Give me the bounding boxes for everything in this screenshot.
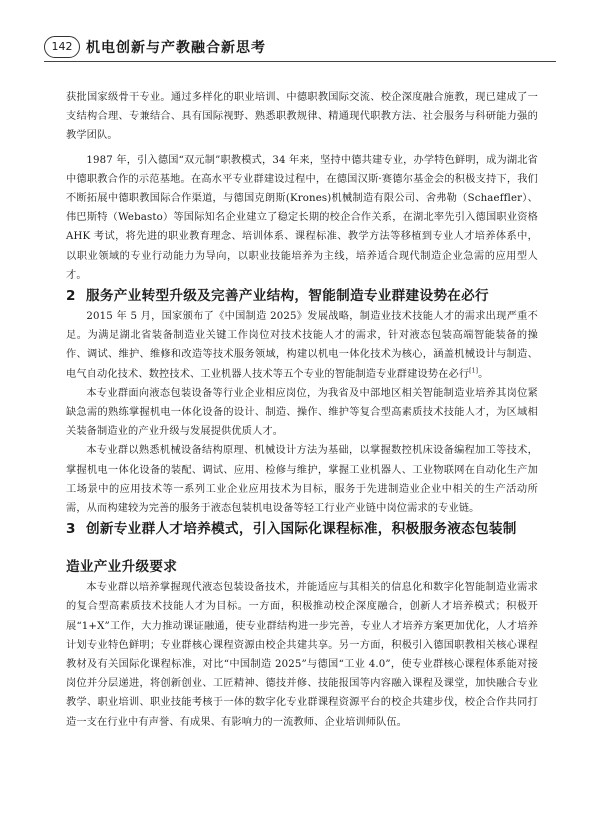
paragraph-target-positions: 本专业群面向液态包装设备等行业企业相应岗位，为我省及中部地区相关智能制造业培养其岗位紧缺急需的熟练掌握机电一体化设备的设计、制造、操作、维护等复合型高素质技术技能人才，为区域相关装备制造业的产业升级与发展提供优质人才。 [66, 387, 538, 438]
citation-marker: [1] [469, 367, 479, 375]
paragraph-made-in-china [66, 307, 538, 384]
paragraph-made-in-china-end: 。 [478, 368, 489, 380]
section-3-title-line2: 造业产业升级要求 [66, 559, 178, 576]
section-3-heading [66, 518, 538, 578]
paragraph-made-in-china-text: 2015 年 5 月，国家颁布了《中国制造 2025》发展战略，制造业技术技能人才的需求出现严重不足。为满足湖北省装备制造业关键工作岗位对技术技能人才的需求，针对液态包装高端智能装备的操作、调试、维护、维修和改造等技术服务领域，构建以机电一体化技术为核心，涵盖机械设计与制造、电气自动化技术、数控技术、工业机器人技术等五个专业的智能制造专业群建设势在必行 [66, 311, 538, 380]
page-number: 142 [44, 36, 80, 58]
section-2-title: 服务产业转型升级及完善产业结构，智能制造专业群建设势在必行 [86, 288, 489, 305]
section-3-title-line1: 创新专业群人才培养模式，引入国际化课程标准，积极服务液态包装制 [86, 521, 517, 538]
paragraph-dual-system: 1987 年，引入德国“双元制”职教模式，34 年来，坚持中德共建专业，办学特色鲜明，成为湖北省中德职教合作的示范基地。在高水平专业群建设过程中，在德国汉斯·赛德尔基金会的积极支持下，我们不断拓展中德职教国际合作渠道，与德国克朗斯(Krones)机械制造有限公司、舍弗勒（Schaeffler）、伟巴斯特（Webasto）等国际知名企业建立了稳定长期的校企合作关系，在湖北率先引入德国职业资格 AHK 考试，将先进的职业教育理念、培训体系、课程标准、教学方法等移植到专业人才培养体系中，以职业领域的专业行动能力为导向，以职业技能培养为主线，培养适合现代制造企业急需的应用型人才。 [66, 154, 538, 281]
section-2-heading [66, 285, 538, 307]
page-body [66, 88, 538, 732]
section-3-number: 3 [66, 521, 76, 538]
paragraph-competency-goals: 本专业群以熟悉机械设备结构原理、机械设计方法为基础，以掌握数控机床设备编程加工等技术，掌握机电一体化设备的装配、调试、应用、检修与维护，掌握工业机器人、工业物联网在自动化生产加工场景中的应用技术等一系列工业企业应用技术为目标，服务于先进制造业企业中相关的生产活动所需，从而构建较为完善的服务于液态包装机电设备等轻工行业产业链中岗位需求的专业链。 [66, 445, 538, 515]
header-divider [44, 61, 556, 62]
paragraph-continuation: 获批国家级骨干专业。通过多样化的职业培训、中德职教国际交流、校企深度融合施教，现已建成了一支结构合理、专兼结合、具有国际视野、熟悉职教规律、精通现代职教方法、社会服务与科研能力强的教学团队。 [66, 92, 538, 142]
page-header [44, 34, 556, 64]
paragraph-talent-model: 本专业群以培养掌握现代液态包装设备技术，并能适应与其相关的信息化和数字化智能制造业需求的复合型高素质技术技能人才为目标。一方面，积极推动校企深度融合，创新人才培养模式；积极开展“1+X”工作，大力推动课证融通，使专业群结构进一步完善，专业人才培养方案更加优化，人才培养计划专业特色鲜明；专业群核心课程资源由校企共建共享。另一方面，积极引入德国职教相关核心课程教材及有关国际化课程标准，对比“中国制造 2025”与德国“工业 4.0”，使专业群核心课程体系能对接岗位并分层递进，将创新创业、工匠精神、德技并修、技能报国等内容融入课程及课堂，加快融合专业教学、职业培训、职业技能考核于一体的数字化专业群课程资源平台的校企共建步伐，校企合作共同打造一支在行业中有声誉、有成果、有影响力的一流教师、企业培训师队伍。 [66, 582, 538, 728]
book-title: 机电创新与产教融合新思考 [86, 40, 266, 56]
section-2-number: 2 [66, 288, 76, 305]
